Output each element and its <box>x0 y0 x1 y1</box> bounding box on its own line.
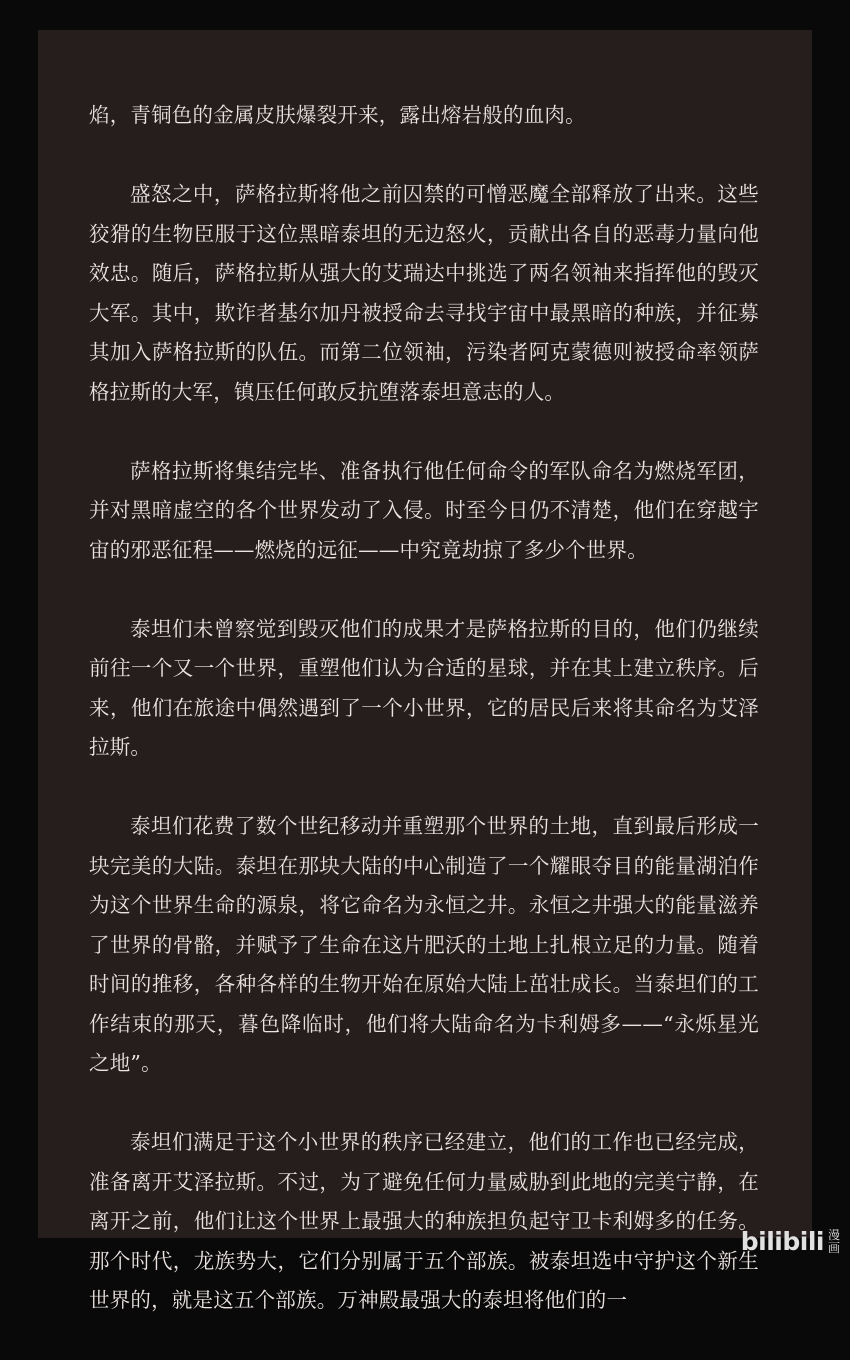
manga-badge-char-1: 漫 <box>827 1227 840 1242</box>
paragraph-5: 泰坦们花费了数个世纪移动并重塑那个世界的土地，直到最后形成一块完美的大陆。泰坦在那块大陆的中心制造了一个耀眼夺目的能量湖泊作为这个世界生命的源泉，将它命名为永恒之井。永恒之井强大的能量滋养了世界的骨骼，并赋予了生命在这片肥沃的土地上扎根立足的力量。随着时间的推移，各种各样的生物开始在原始大陆上茁壮成长。当泰坦们的工作结束的那天，暮色降临时，他们将大陆命名为卡利姆多——“永烁星光之地”。 <box>89 814 759 1075</box>
paragraph-4: 泰坦们未曾察觉到毁灭他们的成果才是萨格拉斯的目的，他们仍继续前往一个又一个世界，重塑他们认为合适的星球，并在其上建立秩序。后来，他们在旅途中偶然遇到了一个小世界，它的居民后来将其命名为艾泽拉斯。 <box>89 616 759 759</box>
novel-text <box>89 96 759 1360</box>
manga-badge-char-2: 画 <box>827 1240 840 1255</box>
bilibili-logo: bilibili <box>740 1227 824 1256</box>
bilibili-manga-watermark <box>741 1227 840 1256</box>
paragraph-2: 盛怒之中，萨格拉斯将他之前囚禁的可憎恶魔全部释放了出来。这些狡猾的生物臣服于这位黑暗泰坦的无边怒火，贡献出各自的恶毒力量向他效忠。随后，萨格拉斯从强大的艾瑞达中挑选了两名领袖来指挥他的毁灭大军。其中，欺诈者基尔加丹被授命去寻找宇宙中最黑暗的种族，并征募其加入萨格拉斯的队伍。而第二位领袖，污染者阿克蒙德则被授命率领萨格拉斯的大军，镇压任何敢反抗堕落泰坦意志的人。 <box>89 182 759 404</box>
manga-badge <box>828 1229 840 1255</box>
paragraph-1: 焰，青铜色的金属皮肤爆裂开来，露出熔岩般的血肉。 <box>89 103 586 127</box>
paragraph-6: 泰坦们满足于这个小世界的秩序已经建立，他们的工作也已经完成，准备离开艾泽拉斯。不过，为了避免任何力量威胁到此地的完美宁静，在离开之前，他们让这个世界上最强大的种族担负起守卫卡利姆多的任务。那个时代，龙族势大，它们分别属于五个部族。被泰坦选中守护这个新生世界的，就是这五个部族。万神殿最强大的泰坦将他们的一 <box>89 1130 759 1312</box>
paragraph-3: 萨格拉斯将集结完毕、准备执行他任何命令的军队命名为燃烧军团，并对黑暗虚空的各个世界发动了入侵。时至今日仍不清楚，他们在穿越宇宙的邪恶征程——燃烧的远征——中究竟劫掠了多少个世界。 <box>89 458 759 562</box>
